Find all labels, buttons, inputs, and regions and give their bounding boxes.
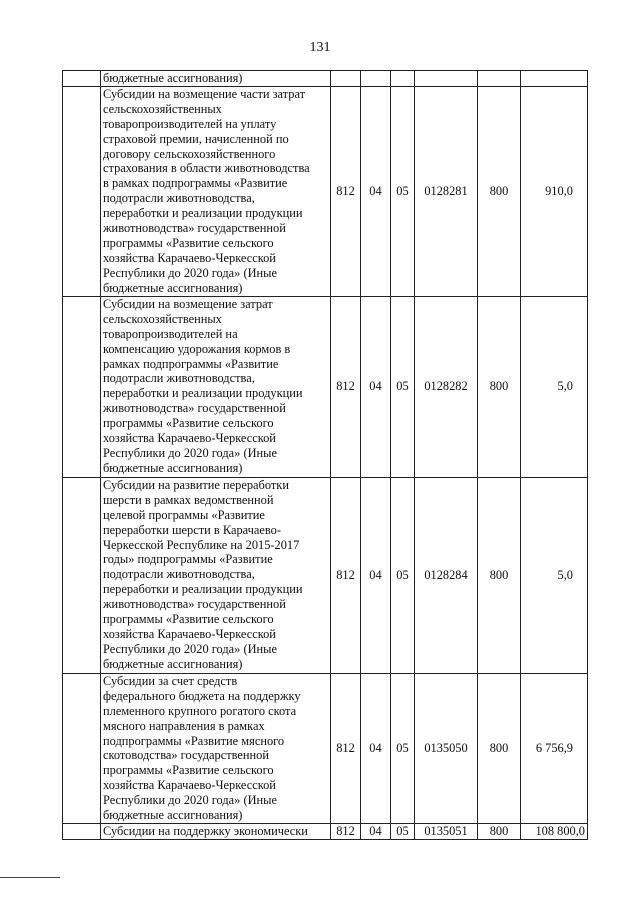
item-name-line: программы «Развитие сельского (103, 612, 274, 627)
item-name-line: подотрасли животноводства, (103, 567, 255, 582)
item-name-line: шерсти в рамках ведомственной (103, 492, 274, 507)
amount-cell (521, 71, 588, 87)
grbs-cell: 812 (331, 296, 361, 477)
target-article-cell: 0128281 (415, 86, 478, 296)
grbs-cell: 812 (331, 823, 361, 839)
item-name-line: Субсидии на возмещение части затрат (103, 86, 306, 101)
item-name-line: Субсидии на возмещение затрат (103, 296, 273, 311)
item-name-line: федерального бюджета на поддержку (103, 688, 301, 703)
item-name-cell (101, 296, 331, 477)
section-cell: 04 (361, 823, 391, 839)
item-name-line: хозяйства Карачаево-Черкесской (103, 626, 276, 641)
expense-type-cell (478, 71, 521, 87)
table-row (63, 86, 588, 296)
target-article-cell: 0135051 (415, 823, 478, 839)
item-name-line: договору сельскохозяйственного (103, 146, 276, 161)
table-row (63, 477, 588, 673)
subsection-cell (391, 71, 415, 87)
item-name-line: животноводства» государственной (103, 597, 286, 612)
item-name-line: подотрасли животноводства, (103, 371, 255, 386)
item-name-line: бюджетные ассигнования) (103, 808, 243, 823)
item-name-line: бюджетные ассигнования) (103, 656, 243, 671)
section-cell: 04 (361, 477, 391, 673)
item-name-line: скотоводства» государственной (103, 748, 269, 763)
item-name-line: товаропроизводителей на уплату (103, 116, 277, 131)
item-name-line: бюджетные ассигнования) (103, 71, 243, 85)
item-name-line: годы» подпрограммы «Развитие (103, 552, 273, 567)
item-name-line: подотрасли животноводства, (103, 191, 255, 206)
table-row (63, 823, 588, 839)
table-row (63, 673, 588, 823)
target-article-cell: 0128282 (415, 296, 478, 477)
subsection-cell: 05 (391, 673, 415, 823)
item-name-line: программы «Развитие сельского (103, 235, 274, 250)
subsection-cell: 05 (391, 86, 415, 296)
target-article-cell: 0135050 (415, 673, 478, 823)
item-name-line: хозяйства Карачаево-Черкесской (103, 431, 276, 446)
expense-type-cell: 800 (478, 86, 521, 296)
amount-cell: 910,0 (521, 86, 588, 296)
expense-type-cell: 800 (478, 673, 521, 823)
item-name-cell (101, 673, 331, 823)
item-name-line: страховой премии, начисленной по (103, 131, 289, 146)
section-cell: 04 (361, 673, 391, 823)
grbs-cell: 812 (331, 86, 361, 296)
section-cell: 04 (361, 86, 391, 296)
page-number: 131 (309, 40, 331, 55)
target-article-cell: 0128284 (415, 477, 478, 673)
amount-cell: 5,0 (521, 477, 588, 673)
item-name-line: хозяйства Карачаево-Черкесской (103, 778, 276, 793)
item-name-line: страхования в области животноводства (103, 161, 310, 176)
item-name-cell (101, 86, 331, 296)
row-number-cell (63, 86, 101, 296)
amount-cell: 108 800,0 (521, 823, 588, 839)
section-cell: 04 (361, 296, 391, 477)
expense-type-cell: 800 (478, 296, 521, 477)
section-cell (361, 71, 391, 87)
grbs-cell: 812 (331, 673, 361, 823)
item-name-line: программы «Развитие сельского (103, 416, 274, 431)
item-name-line: Республики до 2020 года» (Иные (103, 445, 277, 460)
row-number-cell (63, 673, 101, 823)
item-name-line: товаропроизводителей на (103, 326, 238, 341)
item-name-line: животноводства» государственной (103, 221, 286, 236)
expense-type-cell: 800 (478, 477, 521, 673)
item-name-line: бюджетные ассигнования) (103, 460, 243, 475)
expense-type-cell: 800 (478, 823, 521, 839)
item-name-cell (101, 71, 331, 87)
footer-divider (0, 877, 60, 878)
item-name-line: Республики до 2020 года» (Иные (103, 641, 277, 656)
item-name-line: животноводства» государственной (103, 401, 286, 416)
item-name-line: целевой программы «Развитие (103, 507, 265, 522)
item-name-line: бюджетные ассигнования) (103, 280, 243, 295)
item-name-line: сельскохозяйственных (103, 101, 222, 116)
item-name-line: сельскохозяйственных (103, 311, 222, 326)
amount-cell: 5,0 (521, 296, 588, 477)
item-name-cell (101, 477, 331, 673)
item-name-line: Субсидии на поддержку экономически (103, 823, 308, 838)
item-name-line: племенного крупного рогатого скота (103, 703, 297, 718)
item-name-line: Черкесской Республике на 2015-2017 (103, 537, 300, 552)
target-article-cell (415, 71, 478, 87)
subsection-cell: 05 (391, 823, 415, 839)
item-name-line: подпрограммы «Развитие мясного (103, 733, 285, 748)
item-name-line: Субсидии на развитие переработки (103, 477, 289, 492)
budget-allocation-table (62, 70, 588, 840)
item-name-line: Субсидии за счет средств (103, 673, 238, 688)
row-number-cell (63, 477, 101, 673)
item-name-line: Республики до 2020 года» (Иные (103, 793, 277, 808)
item-name-line: в рамках подпрограммы «Развитие (103, 176, 288, 191)
item-name-line: переработки и реализации продукции (103, 206, 303, 221)
subsection-cell: 05 (391, 477, 415, 673)
item-name-line: переработки и реализации продукции (103, 582, 303, 597)
item-name-line: рамках подпрограммы «Развитие (103, 356, 279, 371)
row-number-cell (63, 71, 101, 87)
item-name-line: переработки и реализации продукции (103, 386, 303, 401)
row-number-cell (63, 823, 101, 839)
table-row (63, 71, 588, 87)
item-name-line: переработки шерсти в Карачаево- (103, 522, 281, 537)
item-name-line: мясного направления в рамках (103, 718, 265, 733)
grbs-cell: 812 (331, 477, 361, 673)
grbs-cell (331, 71, 361, 87)
item-name-cell (101, 823, 331, 839)
table-row (63, 296, 588, 477)
subsection-cell: 05 (391, 296, 415, 477)
item-name-line: компенсацию удорожания кормов в (103, 341, 291, 356)
row-number-cell (63, 296, 101, 477)
item-name-line: хозяйства Карачаево-Черкесской (103, 250, 276, 265)
item-name-line: Республики до 2020 года» (Иные (103, 265, 277, 280)
item-name-line: программы «Развитие сельского (103, 763, 274, 778)
amount-cell: 6 756,9 (521, 673, 588, 823)
